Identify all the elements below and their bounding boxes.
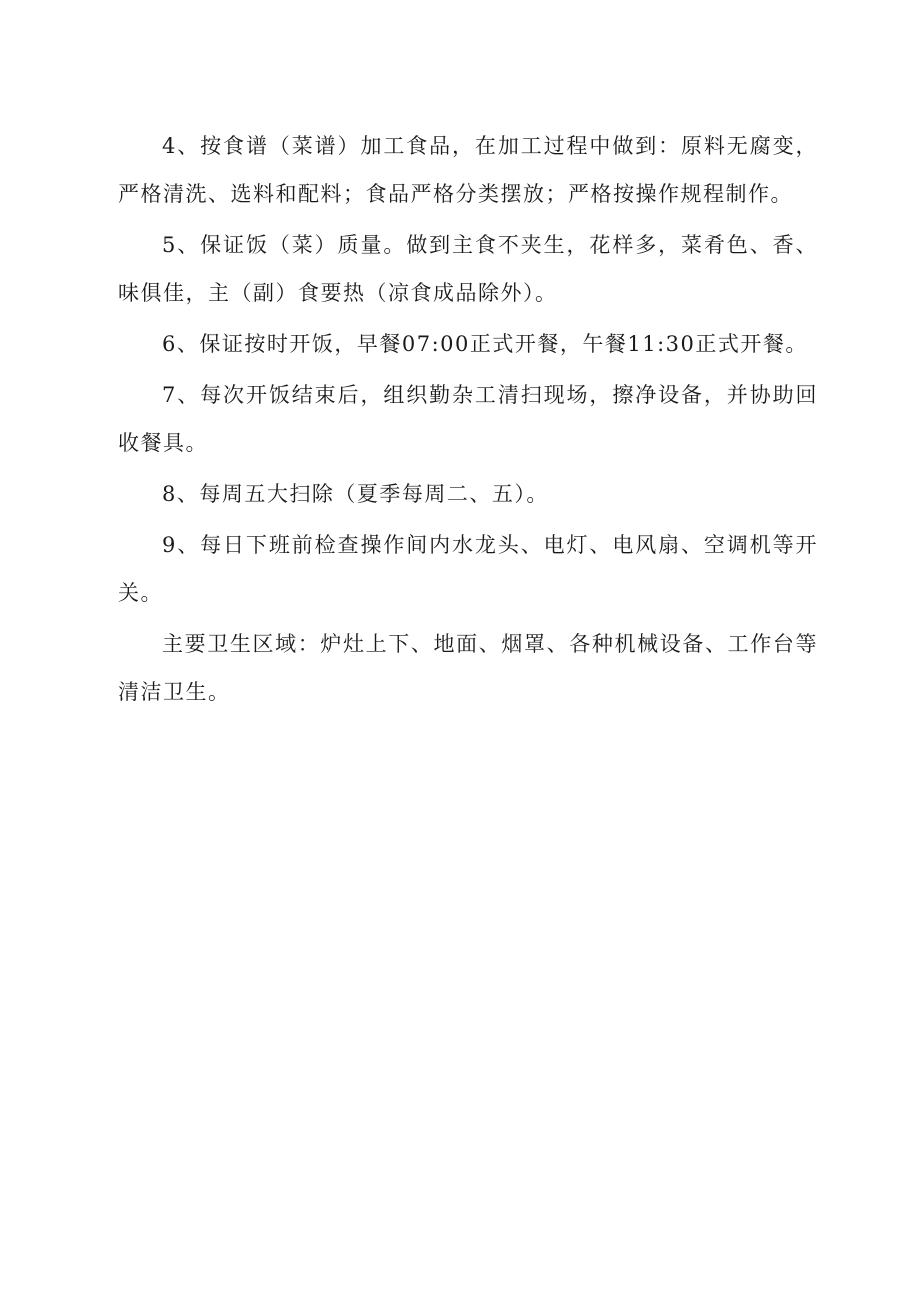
document-body — [118, 122, 818, 719]
paragraph-item-4: 4、按食谱（菜谱）加工食品，在加工过程中做到：原料无腐变，严格清洗、选料和配料；食品严格分类摆放；严格按操作规程制作。 — [118, 134, 818, 206]
paragraph-item-5: 5、保证饭（菜）质量。做到主食不夹生，花样多，菜肴色、香、味俱佳，主（副）食要热（凉食成品除外）。 — [118, 233, 818, 305]
paragraph-item-8: 8、每周五大扫除（夏季每周二、五）。 — [162, 482, 549, 506]
paragraph-main-hygiene-areas: 主要卫生区域：炉灶上下、地面、烟罩、各种机械设备、工作台等清洁卫生。 — [118, 632, 818, 704]
paragraph-item-6: 6、保证按时开饭，早餐07:00正式开餐，午餐11:30正式开餐。 — [162, 332, 808, 356]
paragraph-item-7: 7、每次开饭结束后，组织勤杂工清扫现场，擦净设备，并协助回收餐具。 — [118, 383, 818, 455]
paragraph-item-9: 9、每日下班前检查操作间内水龙头、电灯、电风扇、空调机等开关。 — [118, 533, 818, 605]
